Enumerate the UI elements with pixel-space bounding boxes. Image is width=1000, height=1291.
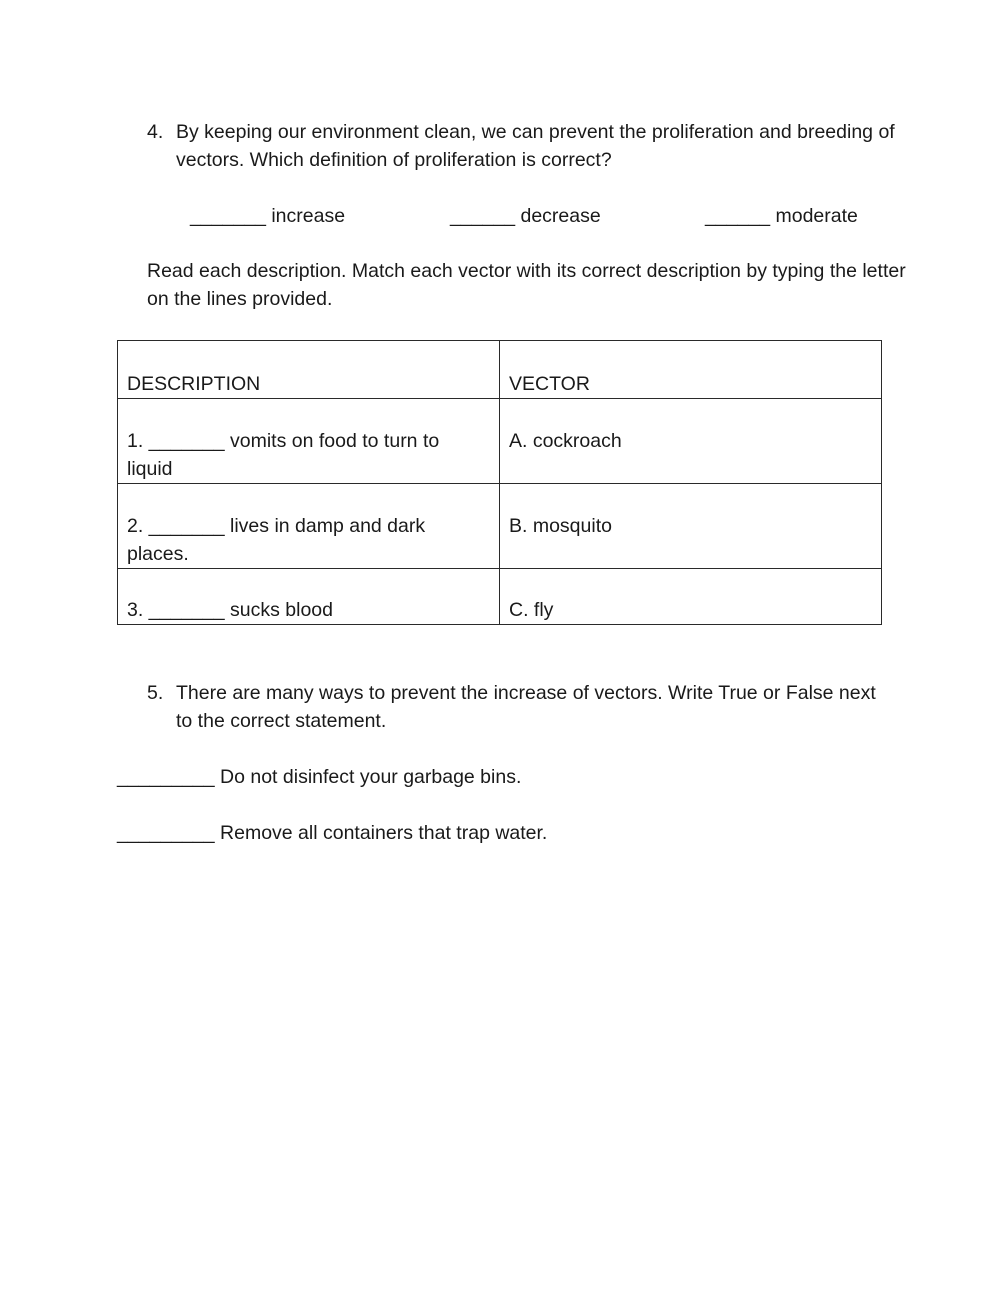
option-decrease[interactable]: ______ decrease — [450, 205, 601, 227]
table-row — [118, 484, 882, 569]
option-moderate[interactable]: ______ moderate — [705, 205, 858, 227]
matching-instructions: Read each description. Match each vector with its correct description by typing the letter on the lines provided. — [147, 260, 906, 310]
matching-table — [117, 340, 882, 625]
table-row — [118, 569, 882, 625]
table-header-row — [118, 341, 882, 399]
table-row — [118, 399, 882, 484]
description-cell[interactable]: 2. _______ lives in damp and dark places. — [118, 484, 500, 569]
question-5-number: 5. — [147, 682, 164, 704]
question-4-number: 4. — [147, 121, 164, 143]
description-cell[interactable]: 3. _______ sucks blood — [118, 569, 500, 625]
question-5-text: There are many ways to prevent the increase of vectors. Write True or False next to the correct statement. — [176, 682, 876, 732]
vector-cell: A. cockroach — [500, 399, 882, 484]
option-increase[interactable]: _______ increase — [190, 205, 346, 227]
question-4-text: By keeping our environment clean, we can prevent the proliferation and breeding of vectors. Which definition of proliferation is correct? — [176, 121, 895, 171]
description-cell[interactable]: 1. _______ vomits on food to turn to liquid — [118, 399, 500, 484]
header-vector: VECTOR — [500, 341, 882, 399]
vector-cell: C. fly — [500, 569, 882, 625]
header-description: DESCRIPTION — [118, 341, 500, 399]
statement-2[interactable]: _________ Remove all containers that trap water. — [117, 822, 548, 844]
vector-cell: B. mosquito — [500, 484, 882, 569]
statement-1[interactable]: _________ Do not disinfect your garbage bins. — [117, 766, 522, 788]
